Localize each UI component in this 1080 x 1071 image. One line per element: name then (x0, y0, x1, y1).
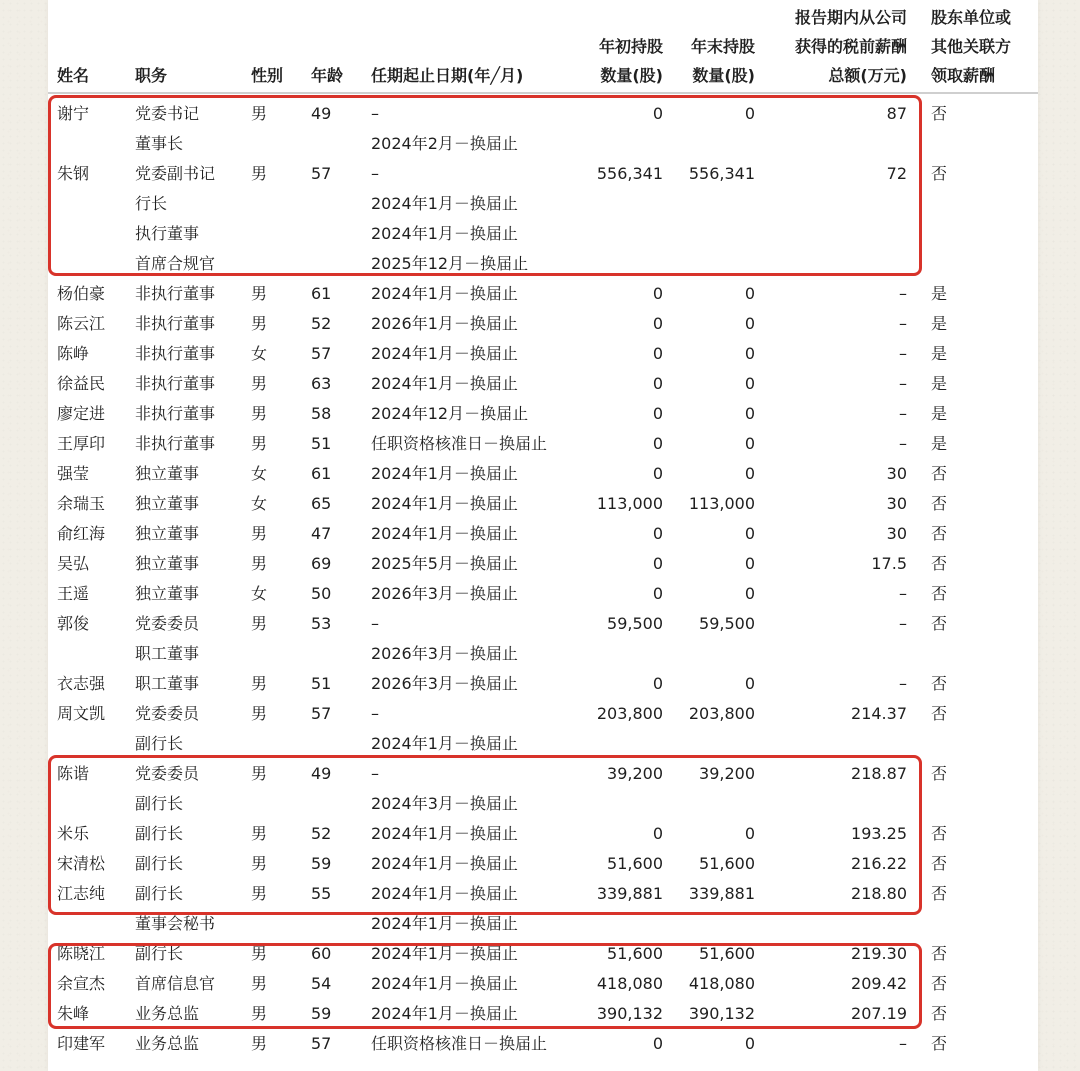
header-term: 任期起止日期(年╱月) (371, 66, 524, 85)
cell-name: 杨伯豪 (57, 284, 106, 303)
cell-end-shares: 0 (744, 284, 755, 303)
cell-gender: 男 (251, 884, 268, 903)
cell-begin-shares: 113,000 (596, 494, 663, 513)
cell-begin-shares: 0 (652, 344, 663, 363)
cell-title: 副行长 (135, 734, 184, 753)
cell-other-compensation: 否 (931, 584, 948, 603)
cell-other-compensation: 否 (931, 614, 948, 633)
cell-end-shares: 0 (744, 524, 755, 543)
header-age: 年龄 (311, 66, 344, 85)
cell-term: – (371, 614, 379, 633)
cell-gender: 男 (251, 164, 268, 183)
cell-term: 2024年1月－换届止 (371, 854, 518, 873)
cell-compensation: – (899, 284, 907, 303)
cell-begin-shares: 0 (652, 1034, 663, 1053)
cell-title: 非执行董事 (135, 314, 216, 333)
cell-gender: 男 (251, 854, 268, 873)
cell-title: 党委委员 (135, 614, 200, 633)
cell-end-shares: 0 (744, 554, 755, 573)
cell-end-shares: 556,341 (688, 164, 755, 183)
cell-term: 2024年1月－换届止 (371, 884, 518, 903)
cell-begin-shares: 39,200 (607, 764, 663, 783)
cell-age: 57 (311, 344, 332, 363)
cell-begin-shares: 0 (652, 584, 663, 603)
cell-end-shares: 339,881 (688, 884, 755, 903)
cell-end-shares: 0 (744, 314, 755, 333)
cell-compensation: – (899, 404, 907, 423)
cell-title: 首席合规官 (135, 254, 216, 273)
cell-other-compensation: 是 (931, 374, 948, 393)
cell-compensation: – (899, 344, 907, 363)
cell-term: 2024年1月－换届止 (371, 1004, 518, 1023)
cell-term: 2026年1月－换届止 (371, 314, 518, 333)
cell-gender: 男 (251, 944, 268, 963)
cell-name: 余瑞玉 (57, 494, 106, 513)
cell-age: 49 (311, 764, 332, 783)
cell-begin-shares: 0 (652, 554, 663, 573)
cell-name: 王遥 (57, 584, 90, 603)
cell-gender: 女 (251, 494, 268, 513)
cell-title: 独立董事 (135, 464, 200, 483)
cell-title: 非执行董事 (135, 344, 216, 363)
cell-term: 2024年1月－换届止 (371, 344, 518, 363)
cell-compensation: 214.37 (851, 704, 907, 723)
cell-other-compensation: 是 (931, 404, 948, 423)
cell-end-shares: 0 (744, 584, 755, 603)
cell-other-compensation: 否 (931, 884, 948, 903)
cell-age: 51 (311, 434, 332, 453)
cell-name: 米乐 (57, 824, 90, 843)
cell-title: 副行长 (135, 884, 184, 903)
header-begin-shares-line1: 年初持股 (598, 37, 663, 56)
cell-title: 党委委员 (135, 764, 200, 783)
cell-term: – (371, 104, 379, 123)
cell-end-shares: 0 (744, 464, 755, 483)
cell-compensation: 72 (886, 164, 907, 183)
cell-term: 2024年1月－换届止 (371, 224, 518, 243)
cell-title: 非执行董事 (135, 374, 216, 393)
cell-compensation: 216.22 (851, 854, 907, 873)
cell-term: 2024年1月－换届止 (371, 824, 518, 843)
cell-compensation: 218.87 (851, 764, 907, 783)
cell-gender: 男 (251, 104, 268, 123)
cell-compensation: 30 (886, 524, 907, 543)
cell-age: 51 (311, 674, 332, 693)
cell-compensation: 17.5 (871, 554, 907, 573)
cell-name: 谢宁 (57, 104, 90, 123)
cell-gender: 男 (251, 434, 268, 453)
cell-term: 2024年12月－换届止 (371, 404, 529, 423)
cell-name: 陈晓江 (57, 944, 106, 963)
header-other-line1: 股东单位或 (931, 8, 1012, 27)
cell-term: 2024年1月－换届止 (371, 194, 518, 213)
cell-compensation: 218.80 (851, 884, 907, 903)
cell-name: 余宣杰 (57, 974, 106, 993)
cell-term: 2024年2月－换届止 (371, 134, 518, 153)
cell-other-compensation: 否 (931, 104, 948, 123)
cell-title: 董事长 (135, 134, 184, 153)
cell-other-compensation: 是 (931, 284, 948, 303)
cell-gender: 男 (251, 524, 268, 543)
cell-begin-shares: 0 (652, 104, 663, 123)
cell-name: 周文凯 (57, 704, 106, 723)
cell-other-compensation: 是 (931, 344, 948, 363)
cell-term: 2024年1月－换届止 (371, 374, 518, 393)
cell-age: 60 (311, 944, 332, 963)
cell-end-shares: 0 (744, 404, 755, 423)
cell-term: 2024年3月－换届止 (371, 794, 518, 813)
cell-compensation: – (899, 374, 907, 393)
header-other-line2: 其他关联方 (931, 37, 1012, 56)
header-title: 职务 (135, 66, 168, 85)
cell-title: 执行董事 (135, 224, 200, 243)
cell-compensation: 193.25 (851, 824, 907, 843)
cell-end-shares: 0 (744, 824, 755, 843)
cell-age: 58 (311, 404, 332, 423)
cell-age: 47 (311, 524, 332, 543)
cell-term: 2024年1月－换届止 (371, 734, 518, 753)
cell-title: 副行长 (135, 854, 184, 873)
cell-gender: 男 (251, 404, 268, 423)
cell-name: 王厚印 (57, 434, 106, 453)
cell-end-shares: 51,600 (699, 854, 755, 873)
cell-term: – (371, 164, 379, 183)
cell-end-shares: 0 (744, 374, 755, 393)
cell-term: 2024年1月－换届止 (371, 284, 518, 303)
cell-other-compensation: 否 (931, 974, 948, 993)
cell-other-compensation: 否 (931, 464, 948, 483)
header-name: 姓名 (57, 66, 90, 85)
cell-begin-shares: 0 (652, 314, 663, 333)
cell-title: 董事会秘书 (135, 914, 216, 933)
cell-end-shares: 0 (744, 434, 755, 453)
cell-compensation: – (899, 434, 907, 453)
header-end-shares-line1: 年末持股 (690, 37, 755, 56)
cell-age: 53 (311, 614, 332, 633)
cell-title: 首席信息官 (135, 974, 216, 993)
cell-title: 独立董事 (135, 584, 200, 603)
header-compensation-line1: 报告期内从公司 (794, 8, 907, 27)
cell-title: 业务总监 (135, 1004, 200, 1023)
cell-begin-shares: 0 (652, 404, 663, 423)
cell-compensation: 209.42 (851, 974, 907, 993)
cell-term: 2026年3月－换届止 (371, 584, 518, 603)
cell-begin-shares: 0 (652, 524, 663, 543)
cell-begin-shares: 51,600 (607, 944, 663, 963)
cell-name: 郭俊 (57, 614, 90, 633)
cell-title: 副行长 (135, 944, 184, 963)
cell-begin-shares: 51,600 (607, 854, 663, 873)
cell-term: – (371, 704, 379, 723)
header-other-line3: 领取薪酬 (931, 66, 996, 85)
cell-name: 陈云江 (57, 314, 106, 333)
cell-age: 57 (311, 164, 332, 183)
header-end-shares-line2: 数量(股) (692, 66, 755, 85)
cell-name: 廖定进 (57, 404, 106, 423)
cell-title: 副行长 (135, 824, 184, 843)
cell-other-compensation: 否 (931, 524, 948, 543)
cell-gender: 女 (251, 344, 268, 363)
cell-name: 徐益民 (57, 374, 106, 393)
cell-gender: 女 (251, 464, 268, 483)
cell-gender: 男 (251, 614, 268, 633)
cell-begin-shares: 0 (652, 464, 663, 483)
cell-other-compensation: 否 (931, 1034, 948, 1053)
cell-age: 61 (311, 464, 332, 483)
cell-other-compensation: 否 (931, 494, 948, 513)
cell-end-shares: 0 (744, 344, 755, 363)
cell-other-compensation: 是 (931, 434, 948, 453)
cell-begin-shares: 339,881 (596, 884, 663, 903)
cell-begin-shares: 418,080 (596, 974, 663, 993)
cell-term: 2024年1月－换届止 (371, 494, 518, 513)
cell-begin-shares: 0 (652, 674, 663, 693)
cell-begin-shares: 556,341 (596, 164, 663, 183)
cell-gender: 男 (251, 314, 268, 333)
cell-age: 63 (311, 374, 332, 393)
cell-age: 54 (311, 974, 332, 993)
cell-end-shares: 0 (744, 1034, 755, 1053)
cell-term: 2025年5月－换届止 (371, 554, 518, 573)
cell-title: 业务总监 (135, 1034, 200, 1053)
cell-end-shares: 0 (744, 104, 755, 123)
cell-age: 59 (311, 854, 332, 873)
cell-other-compensation: 否 (931, 704, 948, 723)
cell-compensation: 219.30 (851, 944, 907, 963)
cell-title: 独立董事 (135, 524, 200, 543)
cell-end-shares: 418,080 (688, 974, 755, 993)
cell-other-compensation: 否 (931, 1004, 948, 1023)
cell-age: 52 (311, 314, 332, 333)
cell-name: 朱峰 (57, 1004, 90, 1023)
cell-other-compensation: 否 (931, 824, 948, 843)
header-gender: 性别 (251, 66, 284, 85)
cell-compensation: – (899, 584, 907, 603)
cell-name: 陈峥 (57, 344, 90, 363)
cell-title: 独立董事 (135, 494, 200, 513)
cell-term: 任职资格核准日－换届止 (371, 434, 548, 453)
cell-age: 50 (311, 584, 332, 603)
cell-age: 49 (311, 104, 332, 123)
cell-age: 55 (311, 884, 332, 903)
cell-age: 61 (311, 284, 332, 303)
cell-other-compensation: 否 (931, 164, 948, 183)
cell-end-shares: 39,200 (699, 764, 755, 783)
cell-end-shares: 0 (744, 674, 755, 693)
cell-gender: 男 (251, 1004, 268, 1023)
cell-name: 衣志强 (57, 674, 106, 693)
cell-gender: 男 (251, 974, 268, 993)
cell-compensation: 30 (886, 494, 907, 513)
cell-gender: 男 (251, 764, 268, 783)
cell-term: 2024年1月－换届止 (371, 524, 518, 543)
cell-name: 朱钢 (57, 164, 90, 183)
cell-other-compensation: 否 (931, 764, 948, 783)
cell-name: 俞红海 (57, 524, 106, 543)
cell-compensation: 87 (886, 104, 907, 123)
cell-begin-shares: 390,132 (596, 1004, 663, 1023)
cell-title: 党委副书记 (135, 164, 216, 183)
cell-compensation: – (899, 614, 907, 633)
cell-term: – (371, 764, 379, 783)
cell-other-compensation: 否 (931, 674, 948, 693)
cell-title: 非执行董事 (135, 434, 216, 453)
cell-gender: 男 (251, 824, 268, 843)
cell-other-compensation: 否 (931, 944, 948, 963)
cell-term: 2026年3月－换届止 (371, 644, 518, 663)
cell-compensation: – (899, 1034, 907, 1053)
cell-title: 职工董事 (135, 674, 200, 693)
cell-term: 任职资格核准日－换届止 (371, 1034, 548, 1053)
cell-age: 59 (311, 1004, 332, 1023)
cell-begin-shares: 203,800 (596, 704, 663, 723)
cell-title: 党委委员 (135, 704, 200, 723)
cell-other-compensation: 是 (931, 314, 948, 333)
header-compensation-line2: 获得的税前薪酬 (794, 37, 907, 56)
cell-name: 吴弘 (57, 554, 90, 573)
cell-gender: 男 (251, 374, 268, 393)
cell-gender: 男 (251, 1034, 268, 1053)
cell-begin-shares: 0 (652, 284, 663, 303)
cell-gender: 男 (251, 704, 268, 723)
cell-age: 65 (311, 494, 332, 513)
cell-compensation: 207.19 (851, 1004, 907, 1023)
cell-term: 2026年3月－换届止 (371, 674, 518, 693)
cell-title: 党委书记 (135, 104, 200, 123)
cell-begin-shares: 0 (652, 374, 663, 393)
cell-term: 2024年1月－换届止 (371, 974, 518, 993)
cell-name: 宋清松 (57, 854, 106, 873)
cell-gender: 男 (251, 674, 268, 693)
cell-age: 69 (311, 554, 332, 573)
cell-begin-shares: 0 (652, 434, 663, 453)
cell-end-shares: 390,132 (688, 1004, 755, 1023)
cell-compensation: 30 (886, 464, 907, 483)
header-begin-shares-line2: 数量(股) (600, 66, 663, 85)
cell-term: 2024年1月－换届止 (371, 944, 518, 963)
cell-end-shares: 113,000 (688, 494, 755, 513)
cell-compensation: – (899, 314, 907, 333)
cell-name: 陈谐 (57, 764, 90, 783)
cell-title: 非执行董事 (135, 284, 216, 303)
cell-title: 非执行董事 (135, 404, 216, 423)
cell-age: 57 (311, 1034, 332, 1053)
cell-end-shares: 203,800 (688, 704, 755, 723)
cell-term: 2024年1月－换届止 (371, 914, 518, 933)
cell-other-compensation: 否 (931, 854, 948, 873)
cell-name: 强莹 (57, 464, 90, 483)
cell-name: 印建军 (57, 1034, 106, 1053)
cell-title: 职工董事 (135, 644, 200, 663)
cell-gender: 男 (251, 284, 268, 303)
cell-term: 2024年1月－换届止 (371, 464, 518, 483)
cell-name: 江志纯 (57, 884, 106, 903)
cell-age: 57 (311, 704, 332, 723)
cell-compensation: – (899, 674, 907, 693)
header-compensation-line3: 总额(万元) (828, 66, 907, 85)
cell-title: 副行长 (135, 794, 184, 813)
cell-begin-shares: 59,500 (607, 614, 663, 633)
cell-term: 2025年12月－换届止 (371, 254, 529, 273)
cell-begin-shares: 0 (652, 824, 663, 843)
cell-age: 52 (311, 824, 332, 843)
cell-end-shares: 51,600 (699, 944, 755, 963)
cell-end-shares: 59,500 (699, 614, 755, 633)
cell-title: 独立董事 (135, 554, 200, 573)
cell-other-compensation: 否 (931, 554, 948, 573)
cell-gender: 男 (251, 554, 268, 573)
cell-title: 行长 (135, 194, 168, 213)
cell-gender: 女 (251, 584, 268, 603)
